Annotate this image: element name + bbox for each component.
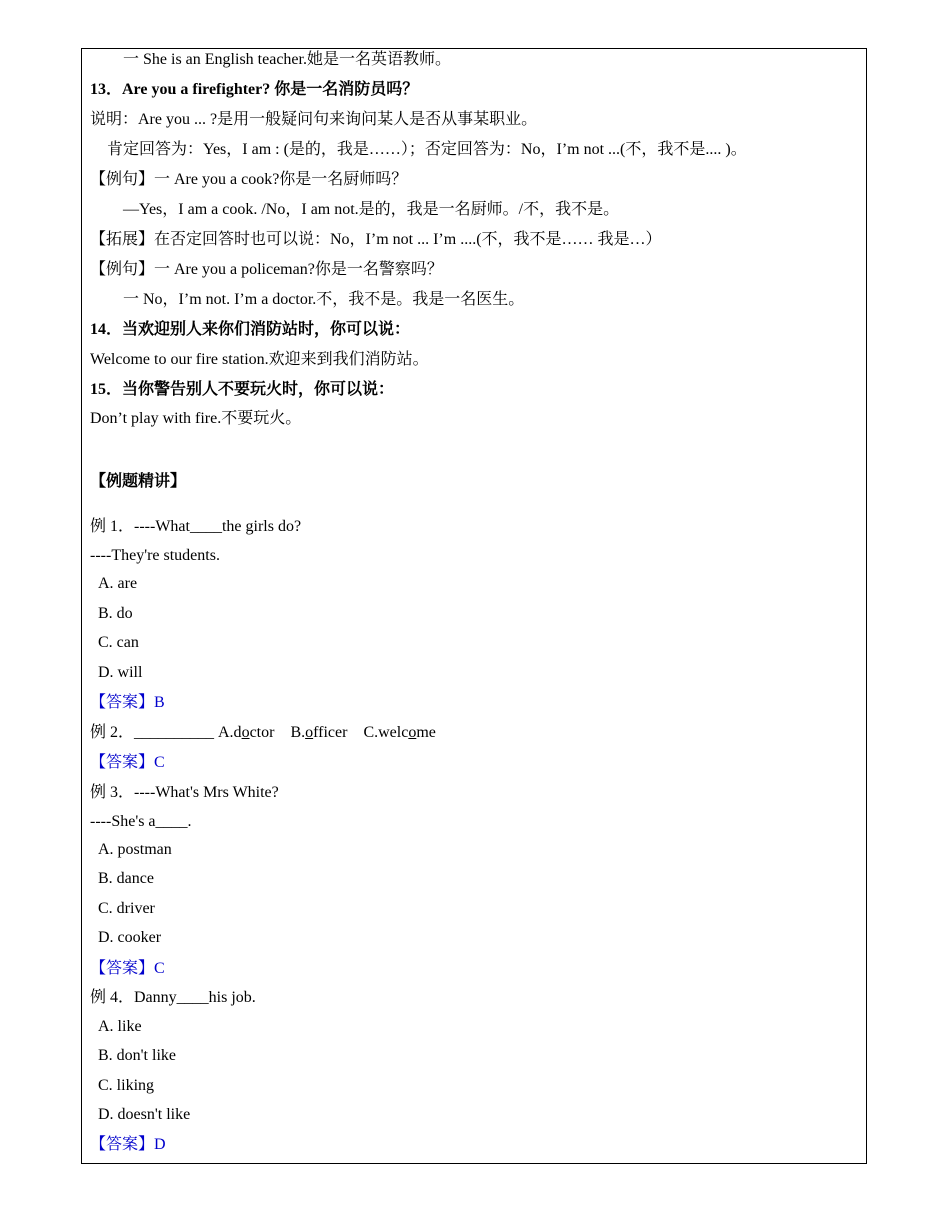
note-line: 肯定回答为：Yes，I am : (是的，我是……）；否定回答为：No，I’m not ...(不，我不是.... )。 [107, 141, 747, 158]
q2-underlined-a: o [241, 724, 250, 741]
q2-underlined-c: o [408, 724, 417, 741]
option: C. liking [98, 1077, 155, 1094]
question-1-stem: 例 1．----What____the girls do? [90, 518, 302, 535]
q2-text: me [416, 724, 436, 741]
q2-text: ctor B. [249, 724, 306, 741]
note-line: 一 She is an English teacher.她是一名英语教师。 [123, 51, 451, 68]
answer-3: 【答案】C [90, 960, 165, 977]
question-3-response: ----She's a____. [90, 813, 192, 830]
option: B. do [98, 605, 133, 622]
note-line: 【拓展】在否定回答时也可以说：No，I’m not ... I’m ....(不，我不是…… 我是…） [90, 231, 662, 248]
option: A. are [98, 575, 138, 592]
heading-13: 13．Are you a firefighter? 你是一名消防员吗？ [90, 81, 419, 98]
option: A. like [98, 1018, 142, 1035]
option: B. don't like [98, 1047, 176, 1064]
heading-15: 15．当你警告别人不要玩火时，你可以说： [90, 381, 395, 398]
answer-1: 【答案】B [90, 694, 165, 711]
question-4-stem: 例 4．Danny____his job. [90, 989, 256, 1006]
note-line: Don’t play with fire.不要玩火。 [90, 410, 302, 427]
option: D. doesn't like [98, 1106, 191, 1123]
option: B. dance [98, 870, 154, 887]
note-line: 【例句】一 Are you a policeman?你是一名警察吗？ [90, 261, 443, 278]
option: C. driver [98, 900, 155, 917]
option: A. postman [98, 841, 172, 858]
option: D. cooker [98, 929, 162, 946]
question-3-stem: 例 3．----What's Mrs White? [90, 784, 279, 801]
option: C. can [98, 634, 139, 651]
q2-text: fficer C.welc [313, 724, 409, 741]
note-line: 一 No，I’m not. I’m a doctor.不，我不是。我是一名医生。 [123, 291, 525, 308]
q2-underlined-b: o [305, 724, 314, 741]
question-2-stem [90, 722, 436, 744]
note-line: 说明：Are you ... ?是用一般疑问句来询问某人是否从事某职业。 [90, 111, 538, 128]
question-1-response: ----They're students. [90, 547, 220, 564]
q2-label: 例 2．__________ A.d [90, 724, 242, 741]
note-line: 【例句】一 Are you a cook?你是一名厨师吗？ [90, 171, 408, 188]
answer-4: 【答案】D [90, 1136, 166, 1153]
note-line: —Yes，I am a cook. /No，I am not.是的，我是一名厨师。/不，我不是。 [123, 201, 620, 218]
option: D. will [98, 664, 143, 681]
heading-14: 14．当欢迎别人来你们消防站时，你可以说： [90, 321, 411, 338]
note-line: Welcome to our fire station.欢迎来到我们消防站。 [90, 351, 429, 368]
section-title: 【例题精讲】 [90, 473, 187, 490]
answer-2: 【答案】C [90, 754, 165, 771]
